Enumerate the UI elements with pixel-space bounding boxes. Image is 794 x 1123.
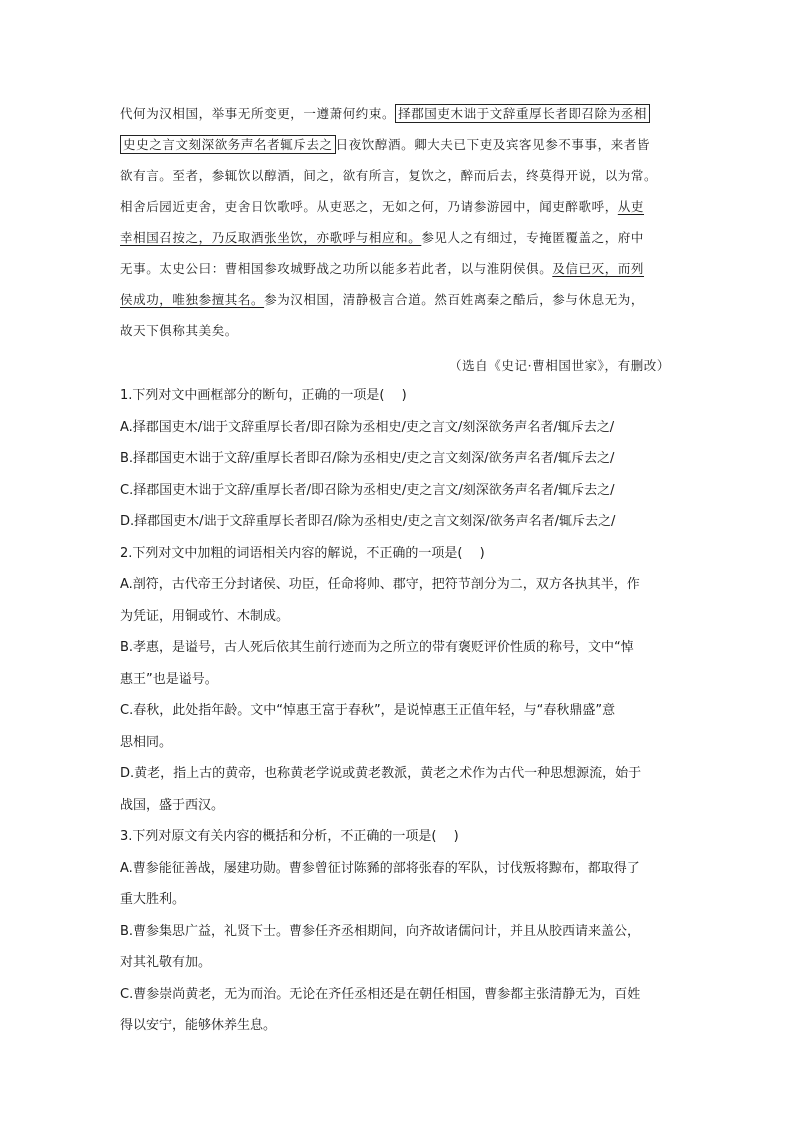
answer-option: C.择郡国吏木诎于文辞/重厚长者/即召除为丞相史/吏之言文/刻深欲务声名者/辄斥去之/: [120, 482, 615, 498]
passage-text: 无事。太史公曰：曹相国参攻城野战之功所以能多若此者，以与淮阴侯俱。: [120, 261, 553, 276]
passage-line: [120, 191, 686, 222]
passage-line: [120, 284, 686, 315]
passage-source: （选自《史记·曹相国世家》，有删改）: [448, 358, 670, 373]
passage-line: [120, 129, 686, 160]
question-stem: 1.下列对文中画框部分的断句，正确的一项是( ): [120, 388, 407, 403]
answer-option-continued: 战国，盛于西汉。: [120, 797, 225, 813]
answer-option-continued: 为凭证，用铜或竹、木制成。: [120, 608, 290, 624]
passage-line: [120, 253, 686, 284]
answer-option-continued: 得以安宁，能够休养生息。: [120, 1018, 277, 1033]
answer-option: B.择郡国吏木诎于文辞/重厚长者即召/除为丞相史/吏之言文刻深/欲务声名者/辄斥去之/: [120, 451, 615, 466]
passage-line: [120, 98, 686, 129]
boxed-passage-segment: 择郡国吏木诎于文辞重厚长者即召除为丞相: [395, 104, 650, 123]
classical-passage: [120, 98, 686, 381]
underlined-sentence: 侯成功，唯独参擅其名。: [120, 292, 265, 307]
passage-line: 故天下俱称其美矣。: [120, 323, 238, 338]
question-stem: 2.下列对文中加粗的词语相关内容的解说，不正确的一项是( ): [120, 545, 485, 561]
question-stem: 3.下列对原文有关内容的概括和分析，不正确的一项是( ): [120, 829, 459, 844]
answer-option: A.剖符，古代帝王分封诸侯、功臣，任命将帅、郡守，把符节剖分为二，双方各执其半，作: [120, 577, 640, 592]
answer-option: B.曹参集思广益，礼贤下士。曹参任齐丞相期间，向齐故诸儒问计，并且从胶西请来盖公，: [120, 923, 641, 939]
answer-option: A.择郡国吏木/诎于文辞重厚长者/即召除为丞相史/吏之言文/刻深欲务声名者/辄斥去之/: [120, 419, 615, 435]
answer-option: D.择郡国吏木/诎于文辞重厚长者即召/除为丞相史/吏之言文刻深/欲务声名者/辄斥去之/: [120, 514, 616, 529]
passage-text: 参为汉相国，清静极言合道。然百姓离秦之酷后，参与休息无为，: [264, 292, 645, 307]
answer-option-continued: 对其礼敬有加。: [120, 955, 212, 970]
answer-option-continued: 惠王”也是谥号。: [120, 671, 218, 687]
underlined-sentence: 幸相国召按之，乃反取酒张坐饮，亦歌呼与相应和。: [120, 230, 422, 245]
question-list: [120, 380, 690, 1042]
underlined-sentence: 及信已灭，而列: [552, 261, 645, 276]
passage-text: 代何为汉相国，举事无所变更，一遵萧何约束。: [120, 106, 396, 121]
passage-line: [120, 222, 686, 253]
answer-option: C.曹参崇尚黄老，无为而治。无论在齐任丞相还是在朝任相国，曹参都主张清静无为，百姓: [120, 986, 641, 1002]
passage-text: 参见人之有细过，专掩匿覆盖之，府中: [421, 230, 645, 245]
passage-line: 欲有言。至者，参辄饮以醇酒，间之，欲有所言，复饮之，醉而后去，终莫得开说，以为常。: [120, 168, 658, 183]
answer-option: D.黄老，指上古的黄帝，也称黄老学说或黄老教派，黄老之术作为古代一种思想源流，始于: [120, 766, 642, 781]
answer-option-continued: 思相同。: [120, 734, 173, 750]
passage-text: 相舍后园近吏舍，吏舍日饮歌呼。从吏恶之，无如之何，乃请参游园中，闻吏醉歌呼，: [120, 199, 618, 214]
answer-option: B.孝惠，是谥号，古人死后依其生前行迹而为之所立的带有褒贬评价性质的称号，文中“悼: [120, 640, 634, 655]
boxed-passage-segment: 史史之言文刻深欲务声名者辄斥去之: [120, 135, 336, 154]
passage-text: 日夜饮醇酒。卿大夫已下吏及宾客见参不事事，来者皆: [335, 137, 651, 152]
answer-option: C.春秋，此处指年龄。文中“悼惠王富于春秋”，是说悼惠王正值年轻，与“春秋鼎盛”意: [120, 703, 616, 718]
underlined-sentence: 从吏: [617, 199, 645, 214]
answer-option-continued: 重大胜利。: [120, 892, 186, 907]
answer-option: A.曹参能征善战，屡建功勋。曹参曾征讨陈豨的部将张春的军队，讨伐叛将黥布，都取得了: [120, 860, 640, 876]
